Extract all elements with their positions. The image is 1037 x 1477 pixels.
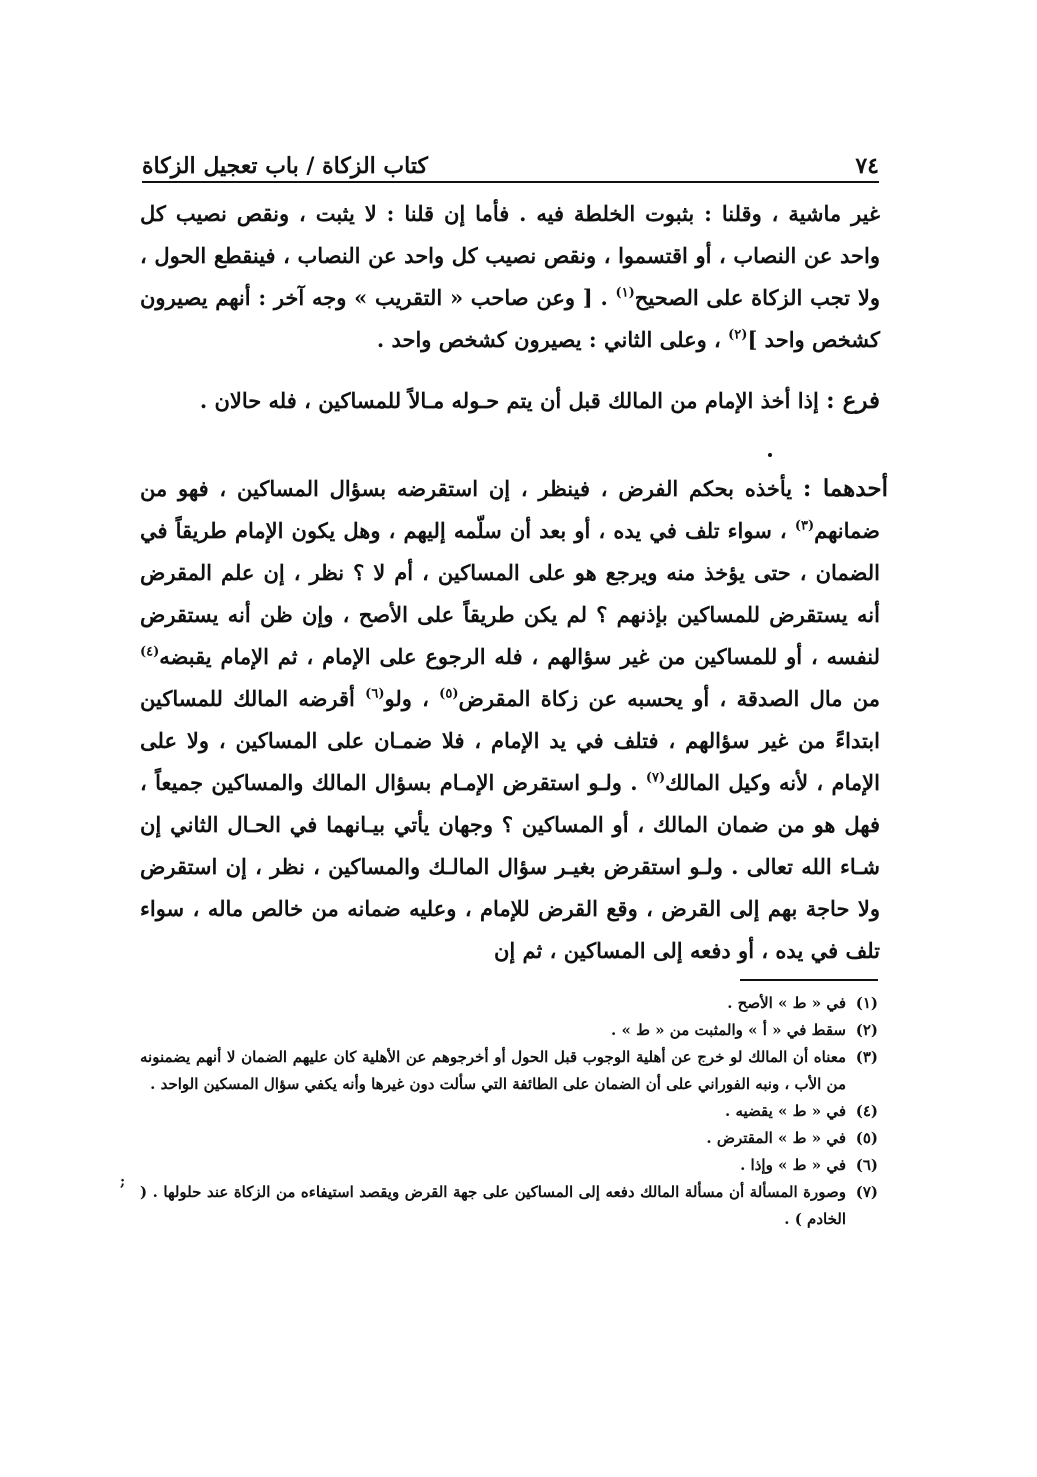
footnote-ref-3: (٣) bbox=[794, 518, 815, 534]
footnote-text: في « ط » الأصح . bbox=[727, 994, 846, 1012]
paragraph-3-text-c: من مال الصدقة ، أو يحسبه عن زكاة المقرض bbox=[458, 686, 881, 711]
paragraph-1 bbox=[140, 193, 880, 361]
paragraph-3 bbox=[140, 468, 888, 972]
footnote-divider bbox=[740, 979, 878, 981]
footnote-number: (٢) bbox=[855, 1021, 878, 1039]
footnote-ref-7: (٧) bbox=[645, 770, 666, 786]
footnote-item bbox=[140, 990, 878, 1017]
footnote-item bbox=[140, 1152, 878, 1179]
footnote-text: في « ط » المقترض . bbox=[706, 1129, 846, 1147]
running-title: كتاب الزكاة / باب تعجيل الزكاة bbox=[142, 153, 428, 179]
paragraph-1-text-c: ، وعلى الثاني : يصيرون كشخص واحد . bbox=[376, 327, 729, 352]
footnote-item bbox=[140, 1179, 878, 1233]
footnote-item bbox=[140, 1017, 878, 1044]
paragraph-3-text-b: ، سواء تلف في يده ، أو بعد أن سلّمه إليهم ، وهل يكون الإمام طريقاً في الضمان ، حتى يؤخذ منه ويرجع هو على المساكين ، أم لا ؟ نظر ، إن علم المقرض أنه يستقرض للمساكين بإذنهم ؟ لم يكن طريقاً على الأصح ، وإن ظن أنه يستقرض لنفسه ، أو للمساكين من غير سؤالهم ، فله الرجوع على الإمام ، ثم الإمام يقبضه bbox=[140, 518, 880, 669]
paragraph-3-lead: أحدهما : bbox=[802, 475, 888, 502]
footnote-number: (٤) bbox=[855, 1102, 878, 1120]
footnote-item bbox=[140, 1125, 878, 1152]
footnote-number: (١) bbox=[855, 994, 878, 1012]
footnotes bbox=[140, 990, 878, 1233]
paragraph-3-text-e: أقرضه المالك للمساكين ابتداءً من غير سؤالهم ، فتلف في يد الإمام ، فلا ضمـان على المساكين ، ولا على الإمام ، لأنه وكيل المالك bbox=[140, 686, 880, 795]
footnote-ref-6: (٦) bbox=[365, 686, 385, 702]
footnote-number: (٧) bbox=[855, 1183, 878, 1201]
page-header bbox=[142, 138, 879, 180]
footnote-ref-2: (٢) bbox=[728, 327, 748, 343]
footnote-text: في « ط » يقضيه . bbox=[725, 1102, 846, 1120]
paragraph-2 bbox=[140, 380, 880, 422]
margin-mark: ; bbox=[120, 1174, 126, 1190]
footnote-text: معناه أن المالك لو خرج عن أهلية الوجوب قبل الحول أو أخرجوهم عن الأهلية كان عليهم الضمان لا أنهم يضمنونه من الأب ، ونبه الفوراني على أن الضمان على الطائفة التي سألت دون غيرها وأنه يكفي سؤال المسكين الواحد . bbox=[140, 1048, 846, 1093]
footnote-text: وصورة المسألة أن مسألة المالك دفعه إلى المساكين على جهة القرض ويقصد استيفاءه من الزكاة عند حلولها . ( الخادم ) . bbox=[140, 1183, 846, 1228]
footnote-item bbox=[140, 1044, 878, 1098]
paragraph-2-lead: فرع : bbox=[826, 387, 880, 414]
footnote-item bbox=[140, 1098, 878, 1125]
paragraph-3-text-d: ، ولو bbox=[384, 686, 440, 711]
footnote-number: (٥) bbox=[855, 1129, 878, 1147]
footnote-text: سقط في « أ » والمثبت من « ط » . bbox=[611, 1021, 846, 1039]
page-number: ٧٤ bbox=[855, 153, 879, 179]
footnote-ref-5: (٥) bbox=[439, 686, 459, 702]
footnote-number: (٣) bbox=[855, 1048, 878, 1066]
footnote-ref-4: (٤) bbox=[140, 644, 160, 660]
footnote-text: في « ط » وإذا . bbox=[740, 1156, 846, 1174]
paragraph-1-text-b: . [ وعن صاحب « التقريب » وجه آخر : أنهم يصيرون كشخص واحد ] bbox=[140, 285, 880, 352]
header-divider bbox=[142, 181, 879, 183]
paragraph-3-text-a: يأخذه بحكم الفرض ، فينظر ، إن استقرضه بسؤال المساكين ، فهو من ضمانهم bbox=[140, 476, 880, 543]
footnote-number: (٦) bbox=[855, 1156, 878, 1174]
paragraph-1-text-a: غير ماشية ، وقلنا : بثبوت الخلطة فيه . فأما إن قلنا : لا يثبت ، ونقص نصيب كل واحد عن النصاب ، أو اقتسموا ، ونقص نصيب كل واحد عن النصاب ، فينقطع الحول ، ولا تجب الزكاة على الصحيح bbox=[140, 201, 880, 310]
footnote-ref-1: (١) bbox=[615, 285, 635, 301]
stray-dot bbox=[768, 453, 772, 457]
paragraph-3-text-f: . ولـو استقرض الإمـام بسؤال المالك والمساكين جميعاً ، فهل هو من ضمان المالك ، أو المساكين ؟ وجهان يأتي بيـانهما في الحـال الثاني إن شـاء الله تعالى . ولـو استقرض بغيـر سؤال المالـك والمساكين ، نظر ، إن استقرض ولا حاجة بهم إلى القرض ، وقع القرض للإمام ، وعليه ضمانه من خالص ماله ، سواء تلف في يده ، أو دفعه إلى المساكين ، ثم إن bbox=[140, 770, 880, 963]
paragraph-2-text: إذا أخذ الإمام من المالك قبل أن يتم حـوله مـالاً للمساكين ، فله حالان . bbox=[199, 388, 827, 413]
